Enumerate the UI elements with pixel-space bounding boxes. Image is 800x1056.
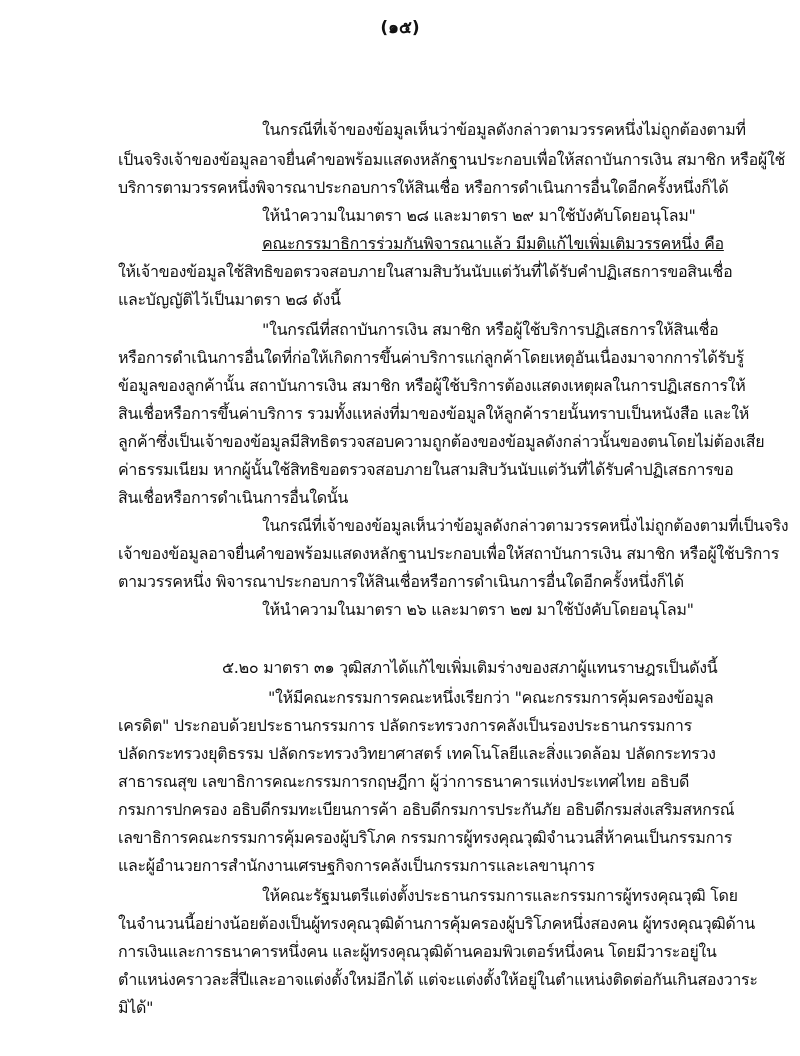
text-line: ให้นำความในมาตรา ๒๘ และมาตรา ๒๙ มาใช้บังคับโดยอนุโลม" [262,206,696,225]
text-line: ในกรณีที่เจ้าของข้อมูลเห็นว่าข้อมูลดังกล่าวตามวรรคหนึ่งไม่ถูกต้องตามที่เป็นจริง [262,516,789,535]
text-line: ค่าธรรมเนียม หากผู้นั้นใช้สิทธิขอตรวจสอบภายในสามสิบวันนับแต่วันที่ได้รับคำปฏิเสธการขอ [118,460,734,479]
text-line: เป็นจริงเจ้าของข้อมูลอาจยื่นคำขอพร้อมแสดงหลักฐานประกอบเพื่อให้สถาบันการเงิน สมาชิก หรือผู้ใช้ [118,150,786,169]
text-line: "ให้มีคณะกรรมการคณะหนึ่งเรียกว่า "คณะกรรมการคุ้มครองข้อมูล [268,688,714,707]
text-line: ในกรณีที่เจ้าของข้อมูลเห็นว่าข้อมูลดังกล่าวตามวรรคหนึ่งไม่ถูกต้องตามที่ [262,120,746,139]
text-line: และบัญญัติไว้เป็นมาตรา ๒๘ ดังนี้ [118,290,341,309]
text-line: ลูกค้าซึ่งเป็นเจ้าของข้อมูลมีสิทธิตรวจสอบความถูกต้องของข้อมูลดังกล่าวนั้นของตนโดยไม่ต้องเสีย [118,432,765,451]
text-line: เครดิต" ประกอบด้วยประธานกรรมการ ปลัดกระทรวงการคลังเป็นรองประธานกรรมการ [118,716,692,735]
text-line: ปลัดกระทรวงยุติธรรม ปลัดกระทรวงวิทยาศาสตร์ เทคโนโลยีและสิ่งแวดล้อม ปลัดกระทรวง [118,744,716,763]
text-line: ตำแหน่งคราวละสี่ปีและอาจแต่งตั้งใหม่อีกได้ แต่จะแต่งตั้งให้อยู่ในตำแหน่งติดต่อกันเกินสองวาระ [118,970,758,989]
text-line: คณะกรรมาธิการร่วมกันพิจารณาแล้ว มีมติแก้ไขเพิ่มเติมวรรคหนึ่ง คือ [262,234,724,253]
text-line: บริการตามวรรคหนึ่งพิจารณาประกอบการให้สินเชื่อ หรือการดำเนินการอื่นใดอีกครั้งหนึ่งก็ได้ [118,178,729,197]
text-line: สินเชื่อหรือการขึ้นค่าบริการ รวมทั้งแหล่งที่มาของข้อมูลให้ลูกค้ารายนั้นทราบเป็นหนังสือ และให้ [118,404,749,423]
text-line: สินเชื่อหรือการดำเนินการอื่นใดนั้น [118,488,349,507]
section-heading: ๕.๒๐ มาตรา ๓๑ วุฒิสภาได้แก้ไขเพิ่มเติมร่างของสภาผู้แทนราษฎรเป็นดังนี้ [222,658,718,677]
text-line: สาธารณสุข เลขาธิการคณะกรรมการกฤษฎีกา ผู้ว่าการธนาคารแห่งประเทศไทย อธิบดี [118,772,690,791]
text-line: เจ้าของข้อมูลอาจยื่นคำขอพร้อมแสดงหลักฐานประกอบเพื่อให้สถาบันการเงิน สมาชิก หรือผู้ใช้บริการ [118,544,779,563]
text-line: และผู้อำนวยการสำนักงานเศรษฐกิจการคลังเป็นกรรมการและเลขานุการ [118,856,595,875]
text-line: กรมการปกครอง อธิบดีกรมทะเบียนการค้า อธิบดีกรมการประกันภัย อธิบดีกรมส่งเสริมสหกรณ์ [118,800,735,819]
text-line: ให้นำความในมาตรา ๒๖ และมาตรา ๒๗ มาใช้บังคับโดยอนุโลม" [262,600,694,619]
text-line: เลขาธิการคณะกรรมการคุ้มครองผู้บริโภค กรรมการผู้ทรงคุณวุฒิจำนวนสี่ห้าคนเป็นกรรมการ [118,828,732,847]
text-line: ให้เจ้าของข้อมูลใช้สิทธิขอตรวจสอบภายในสามสิบวันนับแต่วันที่ได้รับคำปฏิเสธการขอสินเชื่อ [118,262,733,281]
text-line: มิได้" [118,998,154,1017]
text-line: การเงินและการธนาคารหนึ่งคน และผู้ทรงคุณวุฒิด้านคอมพิวเตอร์หนึ่งคน โดยมีวาระอยู่ใน [118,942,717,961]
text-line: หรือการดำเนินการอื่นใดที่ก่อให้เกิดการขึ้นค่าบริการแก่ลูกค้าโดยเหตุอันเนื่องมาจากการได้รับรู้ [118,348,744,367]
page-number: (๑๕) [380,18,420,38]
text-line: ข้อมูลของลูกค้านั้น สถาบันการเงิน สมาชิก หรือผู้ใช้บริการต้องแสดงเหตุผลในการปฏิเสธการให้ [118,376,746,395]
text-line: ในจำนวนนี้อย่างน้อยต้องเป็นผู้ทรงคุณวุฒิด้านการคุ้มครองผู้บริโภคหนึ่งสองคน ผู้ทรงคุณวุฒิด้าน [118,914,755,933]
text-line: ให้คณะรัฐมนตรีแต่งตั้งประธานกรรมการและกรรมการผู้ทรงคุณวุฒิ โดย [262,886,738,905]
text-line: ตามวรรคหนึ่ง พิจารณาประกอบการให้สินเชื่อหรือการดำเนินการอื่นใดอีกครั้งหนึ่งก็ได้ [118,572,684,591]
text-line: "ในกรณีที่สถาบันการเงิน สมาชิก หรือผู้ใช้บริการปฏิเสธการให้สินเชื่อ [262,320,719,339]
